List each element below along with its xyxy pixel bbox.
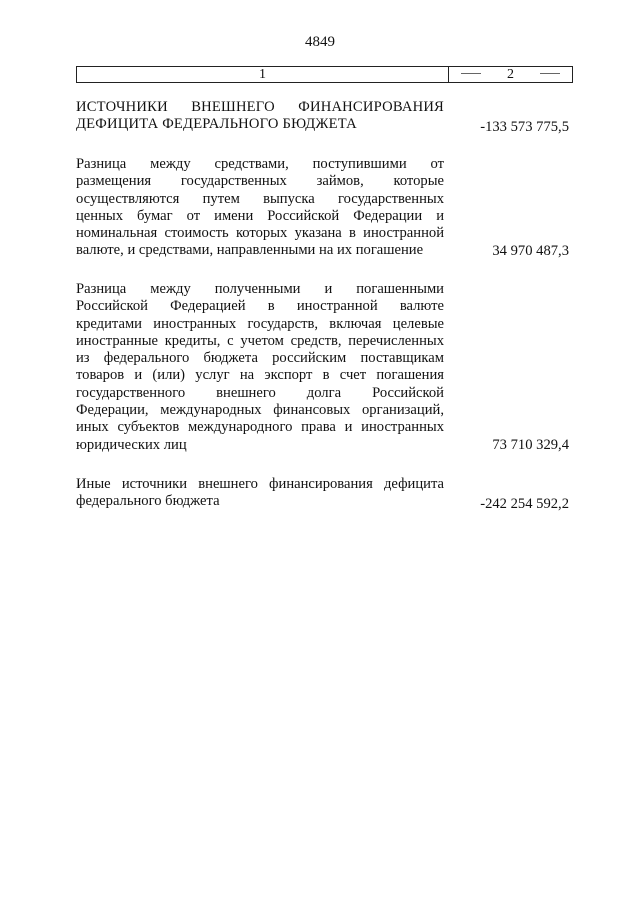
description-line: иных субъектов международного права и иностранных xyxy=(76,419,444,436)
table-header xyxy=(76,66,573,83)
description-line: ИСТОЧНИКИ ВНЕШНЕГО ФИНАНСИРОВАНИЯ xyxy=(76,99,444,115)
row-value: 34 970 487,3 xyxy=(492,243,569,259)
description-line: валюте, и средствами, направленными на их погашение xyxy=(76,242,424,259)
table-row xyxy=(76,476,573,511)
description-line: кредитами иностранных государств, включая целевые xyxy=(76,315,444,332)
description-line: Федерации, международных финансовых организаций, xyxy=(76,402,444,419)
row-description xyxy=(76,281,444,454)
column-header-1: 1 xyxy=(77,67,449,82)
description-line: ДЕФИЦИТА ФЕДЕРАЛЬНОГО БЮДЖЕТА xyxy=(76,116,357,133)
row-value: -133 573 775,5 xyxy=(480,119,569,135)
description-line: товаров и (или) услуг на экспорт в счет погашения xyxy=(76,367,444,384)
description-line: из федерального бюджета российским поставщикам xyxy=(76,350,444,367)
row-description xyxy=(76,476,444,511)
header-rule-left xyxy=(461,73,481,74)
description-line: Разница между полученными и погашенными xyxy=(76,281,444,297)
description-line: юридических лиц xyxy=(76,436,187,453)
description-line: Разница между средствами, поступившими от xyxy=(76,156,444,172)
description-line: номинальная стоимость которых указана в иностранной xyxy=(76,225,444,242)
description-line: Иные источники внешнего финансирования дефицита xyxy=(76,476,444,492)
column-header-2 xyxy=(449,67,572,82)
table-row xyxy=(76,156,573,260)
table-row xyxy=(76,99,573,134)
header-rule-right xyxy=(540,73,560,74)
description-line: Российской Федерацией в иностранной валюте xyxy=(76,298,444,315)
description-line: федерального бюджета xyxy=(76,493,220,510)
description-line: иностранные кредиты, с учетом средств, перечисленных xyxy=(76,332,444,349)
page-number: 4849 xyxy=(305,34,335,50)
row-value: -242 254 592,2 xyxy=(480,496,569,512)
description-line: государственного внешнего долга Российской xyxy=(76,384,444,401)
table-row xyxy=(76,281,573,454)
description-line: осуществляются путем выпуска государственных xyxy=(76,190,444,207)
row-value: 73 710 329,4 xyxy=(492,437,569,453)
description-line: ценных бумаг от имени Российской Федерации и xyxy=(76,207,444,224)
row-description xyxy=(76,99,444,134)
column-header-2-label: 2 xyxy=(507,66,514,82)
description-line: размещения государственных займов, которые xyxy=(76,173,444,190)
row-description xyxy=(76,156,444,260)
